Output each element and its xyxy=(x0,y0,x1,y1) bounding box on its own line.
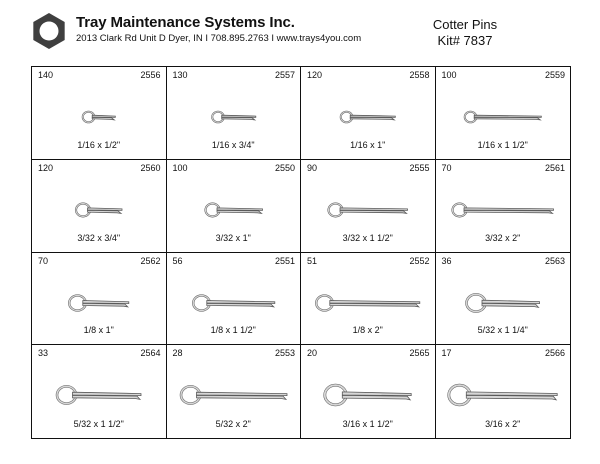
size-label: 5/32 x 1 1/4" xyxy=(477,325,528,336)
quantity-label: 56 xyxy=(172,255,183,266)
quantity-label: 100 xyxy=(441,70,457,80)
part-cell xyxy=(32,345,167,438)
product-name: Cotter Pins xyxy=(432,17,498,32)
company-address: 2013 Clark Rd Unit D Dyer, IN I 708.895.2763 I www.trays4you.com xyxy=(76,33,362,44)
size-label: 1/16 x 1 1/2" xyxy=(477,139,528,150)
size-label: 3/32 x 3/4" xyxy=(77,232,121,243)
company-name: Tray Maintenance Systems Inc. xyxy=(76,14,295,31)
part-number: 2556 xyxy=(140,70,161,80)
quantity-label: 90 xyxy=(307,162,318,173)
part-number: 2553 xyxy=(274,348,295,359)
size-label: 3/32 x 2" xyxy=(485,232,521,243)
part-cell xyxy=(167,345,302,438)
part-number: 2552 xyxy=(409,255,430,266)
quantity-label: 28 xyxy=(172,348,183,359)
size-label: 5/32 x 2" xyxy=(215,419,251,429)
part-cell xyxy=(32,67,167,160)
part-cell xyxy=(436,67,571,160)
part-number: 2565 xyxy=(409,348,430,359)
part-cell xyxy=(167,160,302,253)
hex-nut-icon xyxy=(30,12,68,50)
part-number: 2551 xyxy=(274,255,295,266)
size-label: 1/16 x 3/4" xyxy=(211,139,255,150)
part-cell xyxy=(32,253,167,346)
part-cell xyxy=(436,253,571,346)
quantity-label: 51 xyxy=(307,255,318,266)
part-cell xyxy=(436,160,571,253)
part-cell xyxy=(32,160,167,253)
part-number: 2558 xyxy=(409,70,430,80)
part-cell xyxy=(436,345,571,438)
part-number: 2557 xyxy=(274,70,295,80)
part-cell xyxy=(301,67,436,160)
quantity-label: 70 xyxy=(441,162,452,173)
quantity-label: 120 xyxy=(307,70,323,80)
part-number: 2563 xyxy=(544,255,565,266)
part-number: 2566 xyxy=(544,348,565,359)
quantity-label: 130 xyxy=(172,70,188,80)
quantity-label: 17 xyxy=(441,348,452,359)
size-label: 3/32 x 1" xyxy=(215,232,251,243)
quantity-label: 120 xyxy=(38,162,54,173)
size-label: 3/16 x 1 1/2" xyxy=(342,419,393,429)
part-number: 2562 xyxy=(140,255,161,266)
kit-title xyxy=(405,17,525,49)
part-number: 2560 xyxy=(140,162,161,173)
size-label: 3/32 x 1 1/2" xyxy=(342,232,393,243)
page-header xyxy=(0,0,600,60)
part-cell xyxy=(301,160,436,253)
part-cell xyxy=(301,345,436,438)
parts-grid xyxy=(31,66,571,439)
size-label: 1/8 x 2" xyxy=(352,325,383,336)
part-number: 2564 xyxy=(140,348,161,359)
part-number: 2559 xyxy=(544,70,565,80)
part-number: 2561 xyxy=(544,162,565,173)
size-label: 1/16 x 1" xyxy=(350,139,386,150)
part-number: 2555 xyxy=(409,162,430,173)
size-label: 5/32 x 1 1/2" xyxy=(73,419,124,429)
part-number: 2550 xyxy=(274,162,295,173)
quantity-label: 70 xyxy=(38,255,49,266)
size-label: 1/8 x 1" xyxy=(83,325,114,336)
part-cell xyxy=(167,253,302,346)
size-label: 1/8 x 1 1/2" xyxy=(210,325,256,336)
quantity-label: 20 xyxy=(307,348,318,359)
quantity-label: 100 xyxy=(172,162,188,173)
quantity-label: 33 xyxy=(38,348,49,359)
quantity-label: 140 xyxy=(38,70,54,80)
part-cell xyxy=(167,67,302,160)
size-label: 3/16 x 2" xyxy=(485,419,521,429)
part-cell xyxy=(301,253,436,346)
quantity-label: 36 xyxy=(441,255,452,266)
size-label: 1/16 x 1/2" xyxy=(77,139,121,150)
kit-number: Kit# 7837 xyxy=(437,33,493,48)
